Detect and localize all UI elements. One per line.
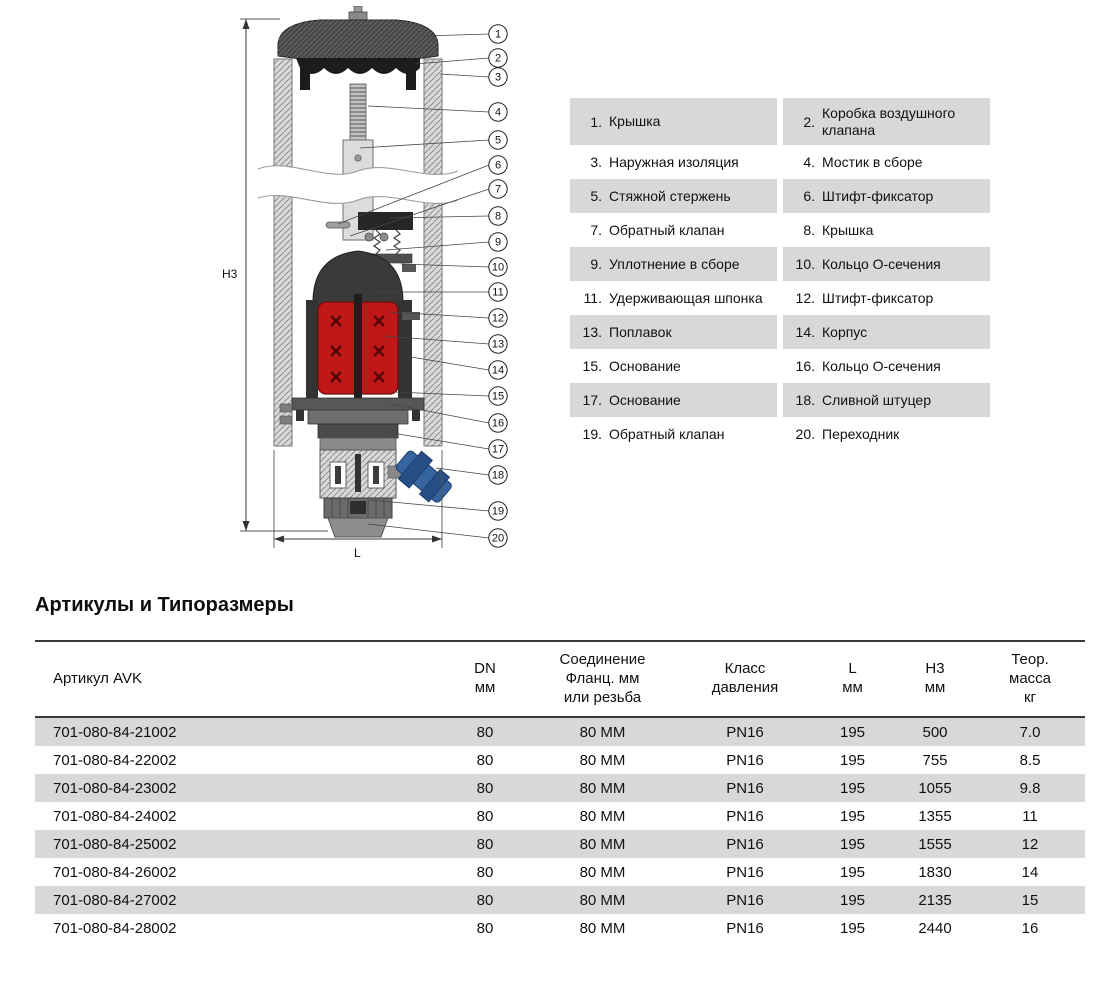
- article-number: 701-080-84-26002: [53, 863, 177, 881]
- spec-value: 12: [1021, 835, 1039, 853]
- base-flange: [280, 398, 424, 450]
- part-label: Основание: [609, 357, 681, 374]
- section-title: Артикулы и Типоразмеры: [35, 594, 294, 616]
- spec-value: 80 ММ: [579, 807, 626, 825]
- spec-value: 195: [839, 891, 866, 909]
- legend-item: [783, 145, 990, 179]
- spec-row: [35, 774, 1085, 802]
- spec-value: 195: [839, 919, 866, 937]
- spec-value: 500: [922, 723, 948, 741]
- callout-number: 13: [491, 338, 505, 351]
- spec-value: 195: [839, 723, 866, 741]
- callout-leader: [440, 74, 489, 77]
- spec-value: 8.5: [1019, 751, 1041, 769]
- callout-number: 14: [491, 364, 505, 377]
- spec-value: 195: [839, 779, 866, 797]
- part-label: Коробка воздушного клапана: [822, 105, 956, 138]
- part-label: Корпус: [822, 323, 868, 340]
- spec-row: [35, 886, 1085, 914]
- spec-value: 80: [476, 919, 494, 937]
- callout-number: 1: [494, 28, 502, 41]
- callout-number: 18: [491, 469, 505, 482]
- legend-item: [783, 179, 990, 213]
- part-number: 8.: [803, 222, 815, 239]
- part-number: 13.: [582, 324, 602, 341]
- legend-row: [570, 349, 990, 383]
- spec-value: 195: [839, 751, 866, 769]
- part-label: Наружная изоляция: [609, 153, 739, 170]
- part-number: 12.: [795, 290, 815, 307]
- float: [318, 294, 398, 398]
- spec-value: 80 ММ: [579, 863, 626, 881]
- part-label: Обратный клапан: [609, 425, 725, 442]
- part-label: Уплотнение в сборе: [609, 255, 740, 272]
- legend-item: [783, 349, 990, 383]
- spec-row: [35, 914, 1085, 942]
- part-number: 7.: [590, 222, 602, 239]
- legend-row: [570, 98, 990, 145]
- column-header: DN мм: [445, 641, 525, 717]
- part-number: 20.: [795, 426, 815, 443]
- article-number: 701-080-84-22002: [53, 751, 177, 769]
- spec-value: 9.8: [1019, 779, 1041, 797]
- part-number: 1.: [590, 113, 602, 130]
- part-label: Кольцо О-сечения: [822, 357, 941, 374]
- column-header: Н3 мм: [895, 641, 975, 717]
- spec-row: [35, 830, 1085, 858]
- legend-row: [570, 315, 990, 349]
- callout-number: 12: [491, 312, 505, 325]
- spec-value: 1830: [918, 863, 952, 881]
- article-number: 701-080-84-25002: [53, 835, 177, 853]
- spec-value: 7.0: [1019, 723, 1041, 741]
- h3-dim-label: Н3: [222, 267, 238, 281]
- callout-number: 15: [491, 390, 505, 403]
- part-label: Кольцо О-сечения: [822, 255, 941, 272]
- part-number: 9.: [590, 256, 602, 273]
- part-label: Крышка: [822, 221, 874, 238]
- legend-item: [783, 247, 990, 281]
- drain-fitting: [388, 445, 457, 509]
- spec-table-header-row: [35, 641, 1085, 717]
- spec-row: [35, 746, 1085, 774]
- spec-value: 1055: [918, 779, 952, 797]
- spec-value: PN16: [726, 779, 764, 797]
- legend-row: [570, 417, 990, 451]
- callout-number: 8: [494, 210, 502, 223]
- legend-item: [570, 98, 777, 145]
- callout-number: 7: [494, 183, 502, 196]
- legend-item: [570, 417, 777, 451]
- part-number: 19.: [582, 426, 602, 443]
- spec-value: 80: [476, 723, 494, 741]
- legend-item: [783, 281, 990, 315]
- legend-item: [570, 349, 777, 383]
- spec-value: 80: [476, 891, 494, 909]
- part-number: 3.: [590, 154, 602, 171]
- legend-item: [570, 315, 777, 349]
- legend-item: [570, 281, 777, 315]
- part-label: Мостик в сборе: [822, 153, 923, 170]
- part-number: 14.: [795, 324, 815, 341]
- legend-row: [570, 179, 990, 213]
- spec-value: PN16: [726, 835, 764, 853]
- part-number: 11.: [583, 290, 602, 307]
- spec-value: 80 ММ: [579, 751, 626, 769]
- part-label: Обратный клапан: [609, 221, 725, 238]
- spec-value: PN16: [726, 891, 764, 909]
- spec-value: PN16: [726, 807, 764, 825]
- spec-value: 1355: [918, 807, 952, 825]
- spec-table-wrap: [35, 640, 1085, 942]
- spec-value: 80 ММ: [579, 835, 626, 853]
- part-label: Поплавок: [609, 323, 672, 340]
- legend-item: [783, 213, 990, 247]
- legend-item: [783, 417, 990, 451]
- article-number: 701-080-84-27002: [53, 891, 177, 909]
- spec-value: 80: [476, 751, 494, 769]
- article-number: 701-080-84-21002: [53, 723, 177, 741]
- valve-cross-section: [218, 6, 528, 571]
- callout-number: 19: [491, 505, 505, 518]
- legend-row: [570, 213, 990, 247]
- part-number: 18.: [795, 392, 815, 409]
- spec-row: [35, 717, 1085, 746]
- legend-row: [570, 383, 990, 417]
- legend-item: [783, 315, 990, 349]
- spec-value: 195: [839, 863, 866, 881]
- spec-value: 80: [476, 779, 494, 797]
- part-label: Крышка: [609, 113, 661, 130]
- legend-item: [783, 98, 990, 145]
- spec-value: 195: [839, 807, 866, 825]
- spec-row: [35, 802, 1085, 830]
- spec-value: 14: [1021, 863, 1039, 881]
- part-label: Переходник: [822, 425, 900, 442]
- spec-value: 1555: [918, 835, 952, 853]
- part-label: Сливной штуцер: [822, 391, 931, 408]
- spec-value: 2135: [918, 891, 952, 909]
- spec-value: 80 ММ: [579, 779, 626, 797]
- part-number: 6.: [803, 188, 815, 205]
- legend-row: [570, 281, 990, 315]
- part-number: 2.: [803, 113, 815, 130]
- spec-value: 80 ММ: [579, 919, 626, 937]
- callout-number: 4: [494, 106, 502, 119]
- part-label: Основание: [609, 391, 681, 408]
- spec-value: 11: [1022, 807, 1038, 825]
- part-number: 5.: [590, 188, 602, 205]
- callout-number: 3: [494, 71, 502, 84]
- spec-table-body: [35, 717, 1085, 942]
- spec-value: 16: [1021, 919, 1039, 937]
- legend-item: [783, 383, 990, 417]
- column-header: Соединение Фланц. мм или резьба: [525, 641, 680, 717]
- part-number: 15.: [582, 358, 602, 375]
- part-number: 4.: [803, 154, 815, 171]
- spec-value: PN16: [726, 863, 764, 881]
- part-label: Удерживающая шпонка: [609, 289, 763, 306]
- article-number: 701-080-84-28002: [53, 919, 177, 937]
- spec-value: PN16: [726, 751, 764, 769]
- article-number: 701-080-84-24002: [53, 807, 177, 825]
- part-number: 10.: [795, 256, 815, 273]
- outlet-adapter: [324, 498, 392, 537]
- legend-item: [570, 213, 777, 247]
- legend-item: [570, 383, 777, 417]
- spec-value: 80: [476, 863, 494, 881]
- article-number: 701-080-84-23002: [53, 779, 177, 797]
- check-valve-body: [320, 450, 396, 498]
- callout-number: 9: [494, 236, 502, 249]
- callout-number: 11: [492, 286, 504, 299]
- legend-item: [570, 247, 777, 281]
- part-number: 17.: [582, 392, 602, 409]
- outer-shell-right: [424, 59, 442, 446]
- legend-row: [570, 145, 990, 179]
- spec-value: 80 ММ: [579, 723, 626, 741]
- column-header: L мм: [810, 641, 895, 717]
- spec-value: 80: [476, 835, 494, 853]
- part-label: Стяжной стержень: [609, 187, 731, 204]
- spec-value: 755: [922, 751, 948, 769]
- part-number: 16.: [795, 358, 815, 375]
- part-label: Штифт-фиксатор: [822, 187, 934, 204]
- spec-value: 15: [1021, 891, 1039, 909]
- parts-legend: [570, 98, 990, 451]
- column-header: Теор. масса кг: [975, 641, 1085, 717]
- spec-value: PN16: [726, 919, 764, 937]
- valve-diagram: [218, 6, 528, 571]
- callout-number: 5: [494, 134, 502, 147]
- part-label: Штифт-фиксатор: [822, 289, 934, 306]
- spec-table: [35, 640, 1085, 942]
- spec-value: 80: [476, 807, 494, 825]
- spec-value: 2440: [918, 919, 952, 937]
- callout-leader: [368, 524, 489, 538]
- callout-number: 6: [494, 159, 502, 172]
- legend-item: [570, 145, 777, 179]
- callout-number: 20: [491, 532, 505, 545]
- l-dim-label: L: [354, 546, 361, 560]
- callout-number: 17: [491, 443, 505, 456]
- spec-value: 195: [839, 835, 866, 853]
- callout-leader: [405, 356, 489, 370]
- legend-item: [570, 179, 777, 213]
- spec-value: 80 ММ: [579, 891, 626, 909]
- spec-row: [35, 858, 1085, 886]
- legend-row: [570, 247, 990, 281]
- callout-number: 16: [491, 417, 505, 430]
- dome-cap: [278, 20, 438, 62]
- spec-value: PN16: [726, 723, 764, 741]
- callout-number: 10: [491, 261, 505, 274]
- column-header: Класс давления: [680, 641, 810, 717]
- column-header: Артикул AVK: [35, 641, 445, 717]
- tie-rod: [350, 84, 366, 140]
- callout-number: 2: [494, 52, 502, 65]
- outer-shell-left: [274, 59, 292, 446]
